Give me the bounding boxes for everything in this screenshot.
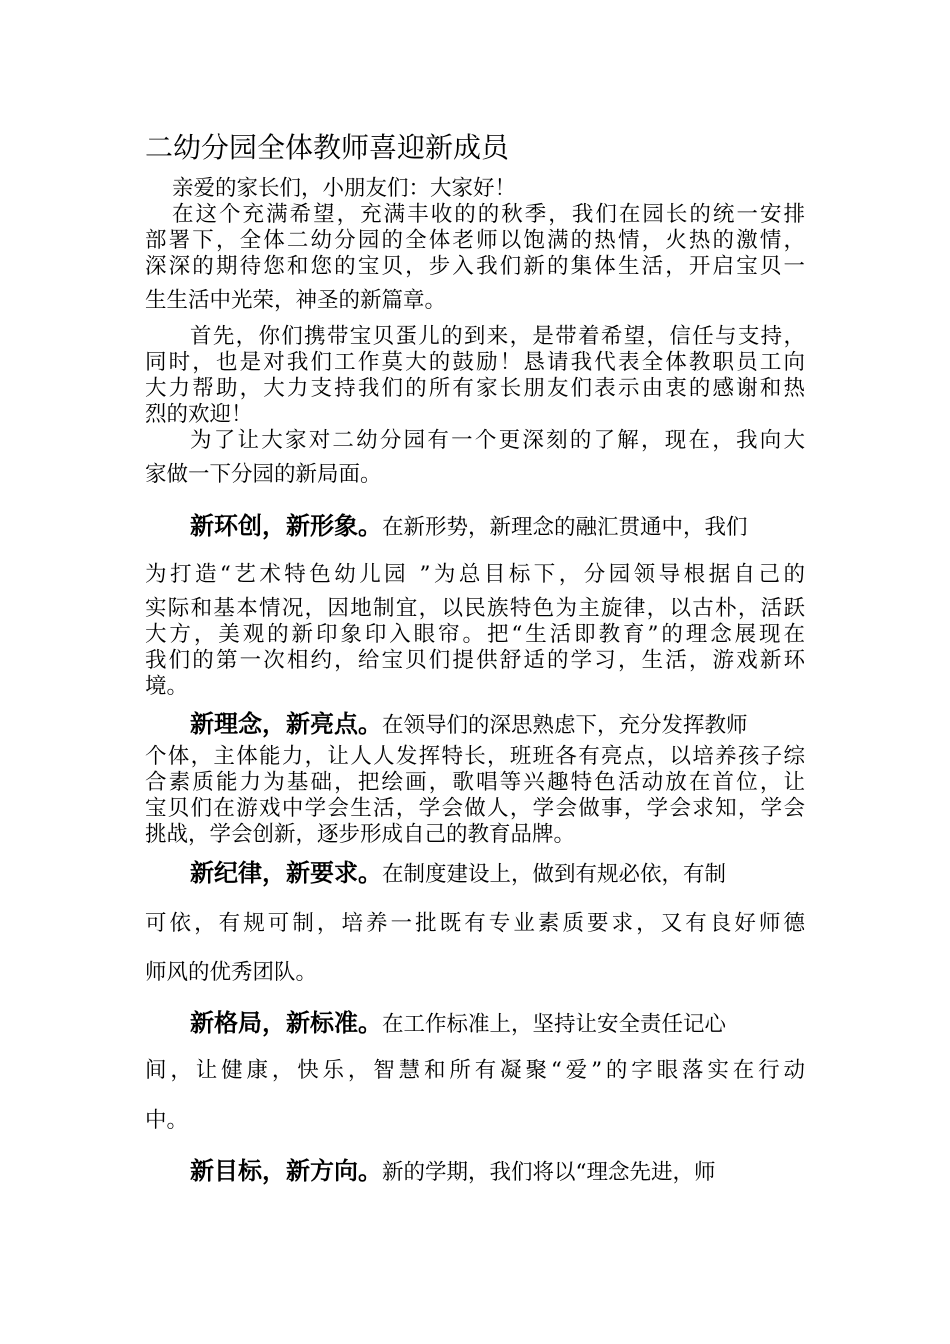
section-text: 在新形势，新理念的融汇贯通中，我们 [382, 515, 748, 540]
section-first-line [190, 1158, 805, 1186]
paragraph-line: 实际和基本情况，因地制宜，以民族特色为主旋律，以古朴，活跃 [145, 596, 805, 621]
paragraph-line: 首先，你们携带宝贝蛋儿的到来，是带着希望，信任与支持， [190, 324, 805, 349]
section-text: 在工作标准上，坚持让安全责任记心 [382, 1012, 727, 1037]
paragraph-line: 部署下，全体二幼分园的全体老师以饱满的热情，火热的激情， [145, 228, 805, 253]
paragraph-line: 我们的第一次相约，给宝贝们提供舒适的学习，生活，游戏新环 [145, 648, 805, 673]
section-heading: 新目标，新方向。 [190, 1157, 382, 1185]
paragraph-line: 烈的欢迎！ [145, 402, 253, 427]
document-title: 二幼分园全体教师喜迎新成员 [145, 131, 510, 164]
section-heading: 新理念，新亮点。 [190, 710, 382, 738]
paragraph-line: 间，让健康，快乐，智慧和所有凝聚“爱”的字眼落实在行动 [145, 1058, 805, 1083]
paragraph-line: 境。 [145, 674, 189, 699]
section-heading: 新环创，新形象。 [190, 512, 382, 540]
greeting-line: 亲爱的家长们，小朋友们：大家好！ [172, 176, 517, 201]
paragraph-line: 中。 [145, 1108, 189, 1133]
paragraph-line: 在这个充满希望，充满丰收的的秋季，我们在园长的统一安排 [172, 202, 805, 227]
section-heading: 新格局，新标准。 [190, 1009, 382, 1037]
paragraph-line: 深深的期待您和您的宝贝，步入我们新的集体生活，开启宝贝一 [145, 254, 805, 279]
paragraph-line: 同时，也是对我们工作莫大的鼓励！恳请我代表全体教职员工向 [145, 350, 805, 375]
section-heading: 新纪律，新要求。 [190, 859, 382, 887]
paragraph-line: 师风的优秀团队。 [145, 960, 318, 985]
section-text: 在领导们的深思熟虑下，充分发挥教师 [382, 713, 748, 738]
section-first-line [190, 1010, 805, 1038]
paragraph-line: 宝贝们在游戏中学会生活，学会做人，学会做事，学会求知，学会 [145, 796, 805, 821]
paragraph-line: 为了让大家对二幼分园有一个更深刻的了解，现在，我向大 [190, 428, 805, 453]
paragraph-line: 家做一下分园的新局面。 [145, 462, 382, 487]
paragraph-line: 可依，有规可制，培养一批既有专业素质要求，又有良好师德 [145, 911, 805, 936]
section-first-line [190, 513, 805, 541]
paragraph-line: 生生活中光荣，神圣的新篇章。 [145, 288, 447, 313]
paragraph-line: 大力帮助，大力支持我们的所有家长朋友们表示由衷的感谢和热 [145, 376, 805, 401]
paragraph-line: 挑战，学会创新，逐步形成自己的教育品牌。 [145, 822, 576, 847]
paragraph-line: 个体，主体能力，让人人发挥特长，班班各有亮点，以培养孩子综 [145, 744, 805, 769]
section-first-line [190, 860, 805, 888]
section-text: 在制度建设上，做到有规必依，有制 [382, 862, 727, 887]
paragraph-line: 为打造“艺术特色幼儿园 ”为总目标下，分园领导根据自己的 [145, 562, 805, 587]
section-text: 新的学期，我们将以“理念先进，师 [382, 1160, 716, 1185]
section-first-line [190, 711, 805, 739]
paragraph-line: 大方，美观的新印象印入眼帘。把“生活即教育”的理念展现在 [145, 622, 805, 647]
paragraph-line: 合素质能力为基础，把绘画，歌唱等兴趣特色活动放在首位，让 [145, 770, 805, 795]
